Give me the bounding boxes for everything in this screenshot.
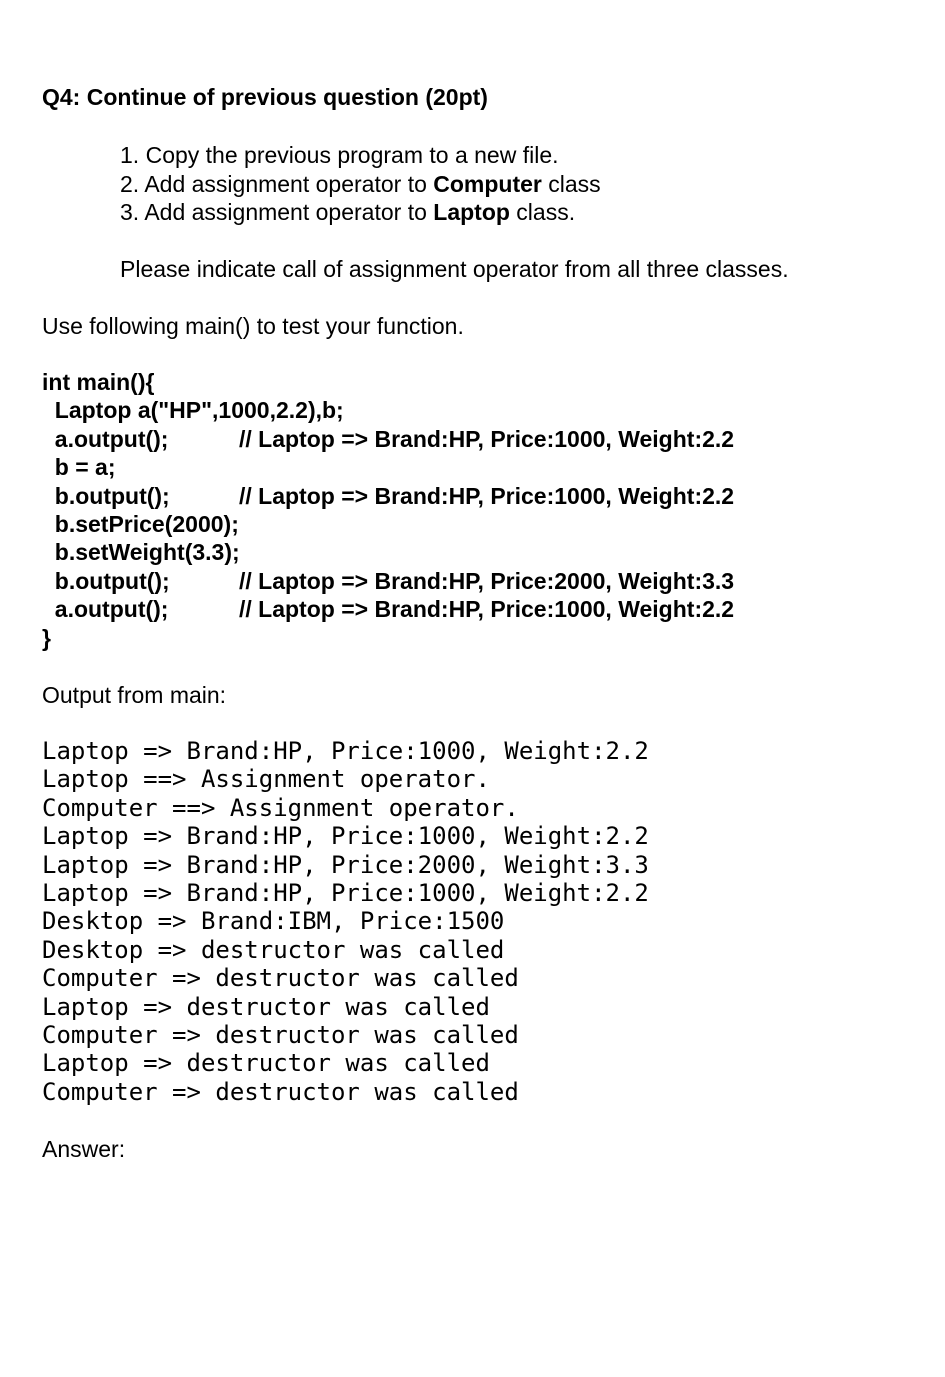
step-bold-text: Laptop xyxy=(433,199,510,225)
step-text-end: class. xyxy=(509,199,576,225)
step-number: 3. xyxy=(120,199,140,225)
output-line: Desktop => destructor was called xyxy=(42,935,505,964)
step-text: Copy the previous program to a new file. xyxy=(145,142,559,168)
answer-label: Answer: xyxy=(42,1136,126,1162)
code-statement: a.output(); xyxy=(42,596,169,623)
code-statement: int main(){ xyxy=(42,369,155,395)
code-comment: // Laptop => Brand:HP, Price:1000, Weight:2.2 xyxy=(239,482,735,509)
step-item xyxy=(120,170,601,199)
output-line: Laptop => destructor was called xyxy=(42,1049,490,1078)
step-text: Add assignment operator to xyxy=(144,170,434,197)
step-text: Add assignment operator to xyxy=(144,199,434,225)
step-number: 2. xyxy=(120,170,140,197)
output-line: Laptop => Brand:HP, Price:1000, Weight:2.2 xyxy=(42,878,649,907)
code-statement: Laptop a("HP",1000,2.2),b; xyxy=(42,397,344,424)
output-line: Computer ==> Assignment operator. xyxy=(42,793,519,822)
output-line: Computer => destructor was called xyxy=(42,1077,519,1106)
step-bold-text: Computer xyxy=(433,170,542,197)
step-item xyxy=(120,141,601,170)
output-line: Laptop => Brand:HP, Price:2000, Weight:3.3 xyxy=(42,850,649,879)
code-comment: // Laptop => Brand:HP, Price:1000, Weight:2.2 xyxy=(239,596,735,623)
code-statement: b = a; xyxy=(42,454,116,481)
code-statement: a.output(); xyxy=(42,425,169,452)
intro-text: Use following main() to test your function. xyxy=(42,313,464,339)
steps-list xyxy=(120,141,601,227)
output-line: Laptop ==> Assignment operator. xyxy=(42,765,490,794)
output-line: Laptop => Brand:HP, Price:1000, Weight:2.2 xyxy=(42,822,649,851)
output-line: Laptop => Brand:HP, Price:1000, Weight:2.2 xyxy=(42,737,649,765)
code-statement: b.output(); xyxy=(42,567,170,594)
step-text-end: class xyxy=(541,170,601,197)
output-label: Output from main: xyxy=(42,682,227,708)
program-output xyxy=(42,737,649,1106)
code-comment: // Laptop => Brand:HP, Price:1000, Weight:2.2 xyxy=(239,425,735,452)
output-line: Computer => destructor was called xyxy=(42,1020,519,1049)
step-item xyxy=(120,198,601,227)
output-line: Desktop => Brand:IBM, Price:1500 xyxy=(42,907,505,936)
question-title: Q4: Continue of previous question (20pt) xyxy=(42,84,488,110)
code-statement: b.output(); xyxy=(42,482,170,509)
code-statement: b.setWeight(3.3); xyxy=(42,539,240,566)
output-line: Computer => destructor was called xyxy=(42,964,519,993)
step-number: 1. xyxy=(120,142,140,168)
code-statement: b.setPrice(2000); xyxy=(42,510,239,537)
code-comment: // Laptop => Brand:HP, Price:2000, Weight:3.3 xyxy=(239,567,735,594)
output-line: Laptop => destructor was called xyxy=(42,992,490,1021)
instruction-note: Please indicate call of assignment operator from all three classes. xyxy=(120,256,789,282)
code-statement: } xyxy=(42,624,51,651)
